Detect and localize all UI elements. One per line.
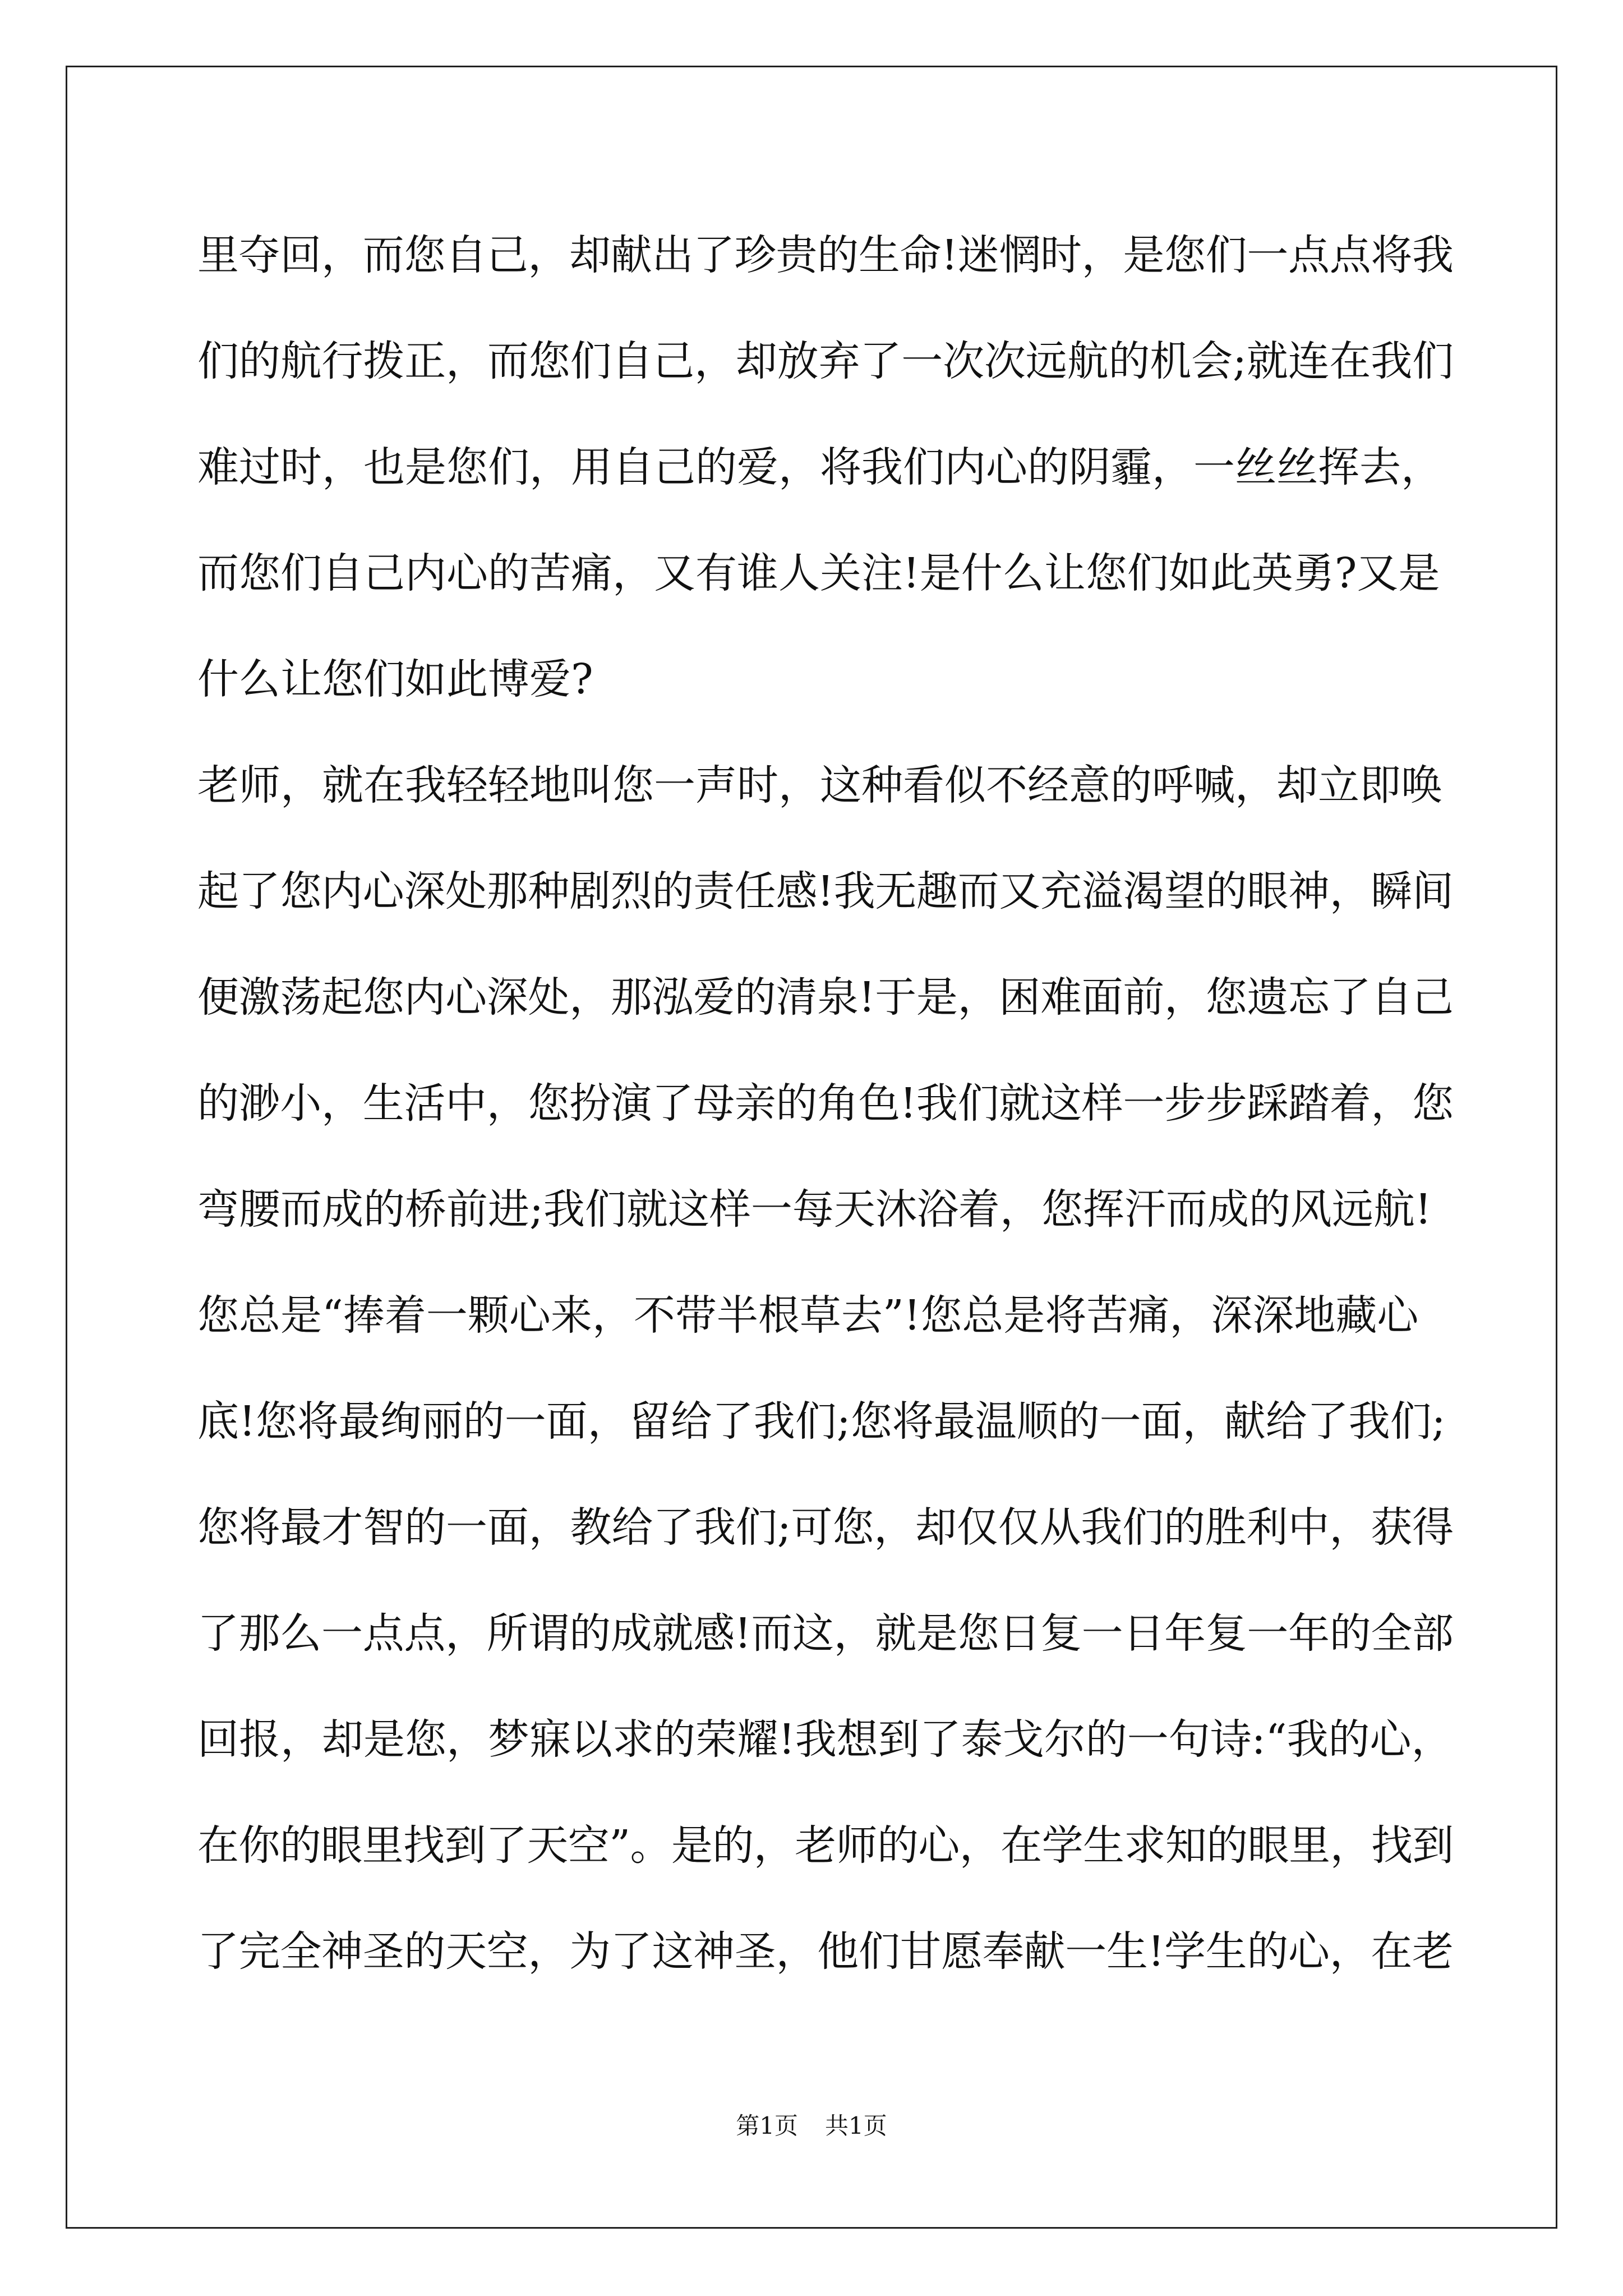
- page-footer: [0, 2109, 1623, 2143]
- text-line: 您将最才智的一面，教给了我们;可您，却仅仅从我们的胜利中，获得: [197, 1503, 1454, 1552]
- text-line: 便激荡起您内心深处，那泓爱的清泉!于是，困难面前，您遗忘了自己: [197, 973, 1454, 1022]
- text-line: 您总是“捧着一颗心来，不带半根草去”!您总是将苦痛，深深地藏心: [197, 1291, 1419, 1340]
- text-line: 老师，就在我轻轻地叫您一声时，这种看似不经意的呼喊，却立即唤: [197, 761, 1442, 809]
- text-line: 了完全神圣的天空，为了这神圣，他们甘愿奉献一生!学生的心，在老: [197, 1927, 1454, 1976]
- text-line: 了那么一点点，所谓的成就感!而这，就是您日复一日年复一年的全部: [197, 1609, 1454, 1658]
- text-line: 的渺小，生活中，您扮演了母亲的角色!我们就这样一步步踩踏着，您: [197, 1079, 1454, 1128]
- page-total: 共1页: [825, 2112, 887, 2139]
- text-line: 而您们自己内心的苦痛，又有谁人关注!是什么让您们如此英勇?又是: [197, 549, 1440, 597]
- text-line: 在你的眼里找到了天空”。是的，老师的心，在学生求知的眼里，找到: [197, 1821, 1454, 1870]
- text-line: 底!您将最绚丽的一面，留给了我们;您将最温顺的一面，献给了我们;: [197, 1397, 1446, 1446]
- text-line: 起了您内心深处那种剧烈的责任感!我无趣而又充溢渴望的眼神，瞬间: [197, 867, 1454, 915]
- text-line: 里夺回，而您自己，却献出了珍贵的生命!迷惘时，是您们一点点将我: [197, 231, 1454, 279]
- page-number: 第1页: [736, 2112, 798, 2139]
- text-line: 什么让您们如此博爱?: [197, 655, 593, 703]
- text-line: 弯腰而成的桥前进;我们就这样一每天沐浴着，您挥汗而成的风远航!: [197, 1185, 1432, 1234]
- document-body: [197, 213, 1454, 2016]
- text-line: 难过时，也是您们，用自己的爱，将我们内心的阴霾，一丝丝挥去，: [197, 443, 1442, 491]
- text-line: 们的航行拨正，而您们自己，却放弃了一次次远航的机会;就连在我们: [197, 337, 1454, 385]
- text-line: 回报，却是您，梦寐以求的荣耀!我想到了泰戈尔的一句诗:“我的心，: [197, 1715, 1453, 1764]
